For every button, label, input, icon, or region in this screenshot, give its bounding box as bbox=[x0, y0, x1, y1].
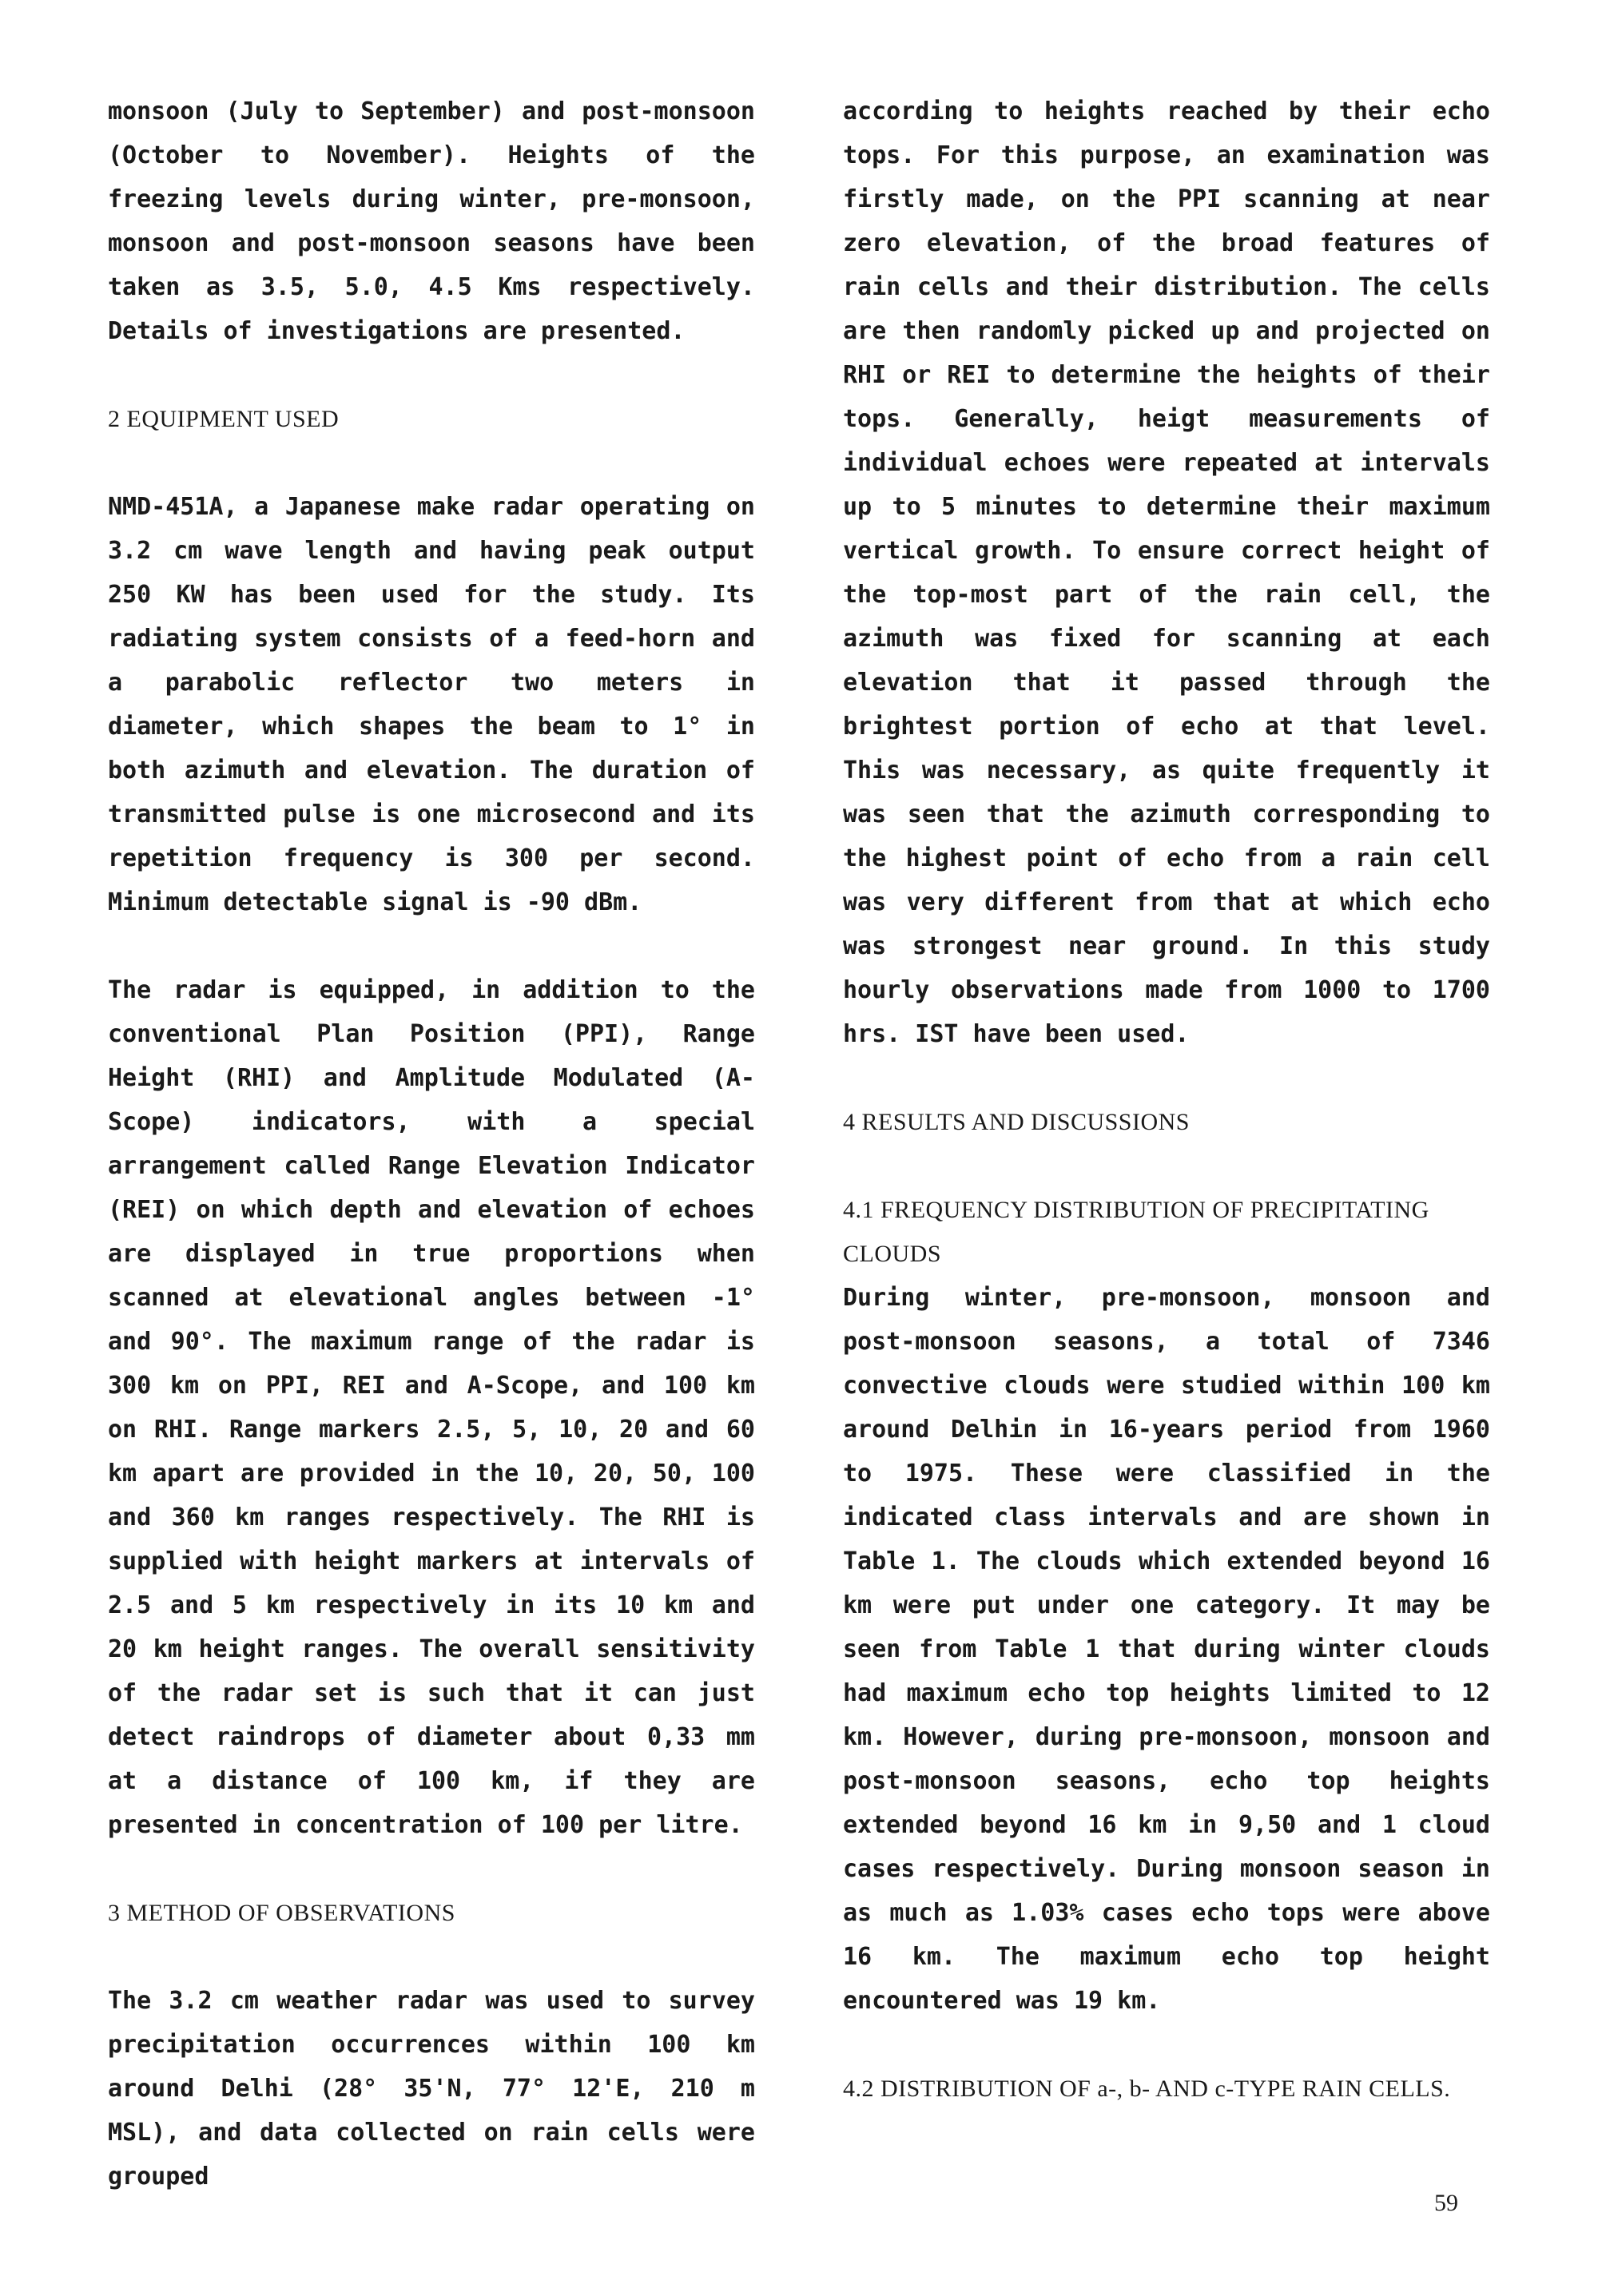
page-number: 59 bbox=[1434, 2190, 1458, 2216]
subsection-heading-frequency-distribution: 4.1 FREQUENCY DISTRIBUTION OF PRECIPITATING CLOUDS bbox=[843, 1197, 1429, 1267]
subsection-heading-rain-cell-types: 4.2 DISTRIBUTION OF a-, b- AND c-TYPE RAIN CELLS. bbox=[843, 2076, 1451, 2102]
paragraph-frequency-distribution: During winter, pre-monsoon, monsoon and post-monsoon seasons, a total of 7346 convective clouds were studied within 100 km around Delhin in 16-years period from 1960 to 1975. These were classified in the indicated class intervals and are shown in Table 1. The clouds which extended beyond 16 km were put under one category. It may be seen from Table 1 that during winter clouds had maximum echo top heights limited to 12 km. However, during pre-monsoon, monsoon and post-monsoon seasons, echo top heights extended beyond 16 km in 9,50 and 1 cloud cases respectively. During monsoon season in as much as 1.03% cases echo tops were above 16 km. The maximum echo top height encountered was 19 km. bbox=[843, 1284, 1490, 2015]
paragraph-radar-indicators: The radar is equipped, in addition to the conventional Plan Position (PPI), Range Height (RHI) and Amplitude Modulated (A-Scope) indicators, with a special arrangement called Range Elevation Indicator (REI) on which depth and elevation of echoes are displayed in true proportions when scanned at elevational angles between -1° and 90°. The maximum range of the radar is 300 km on PPI, REI and A-Scope, and 100 km on RHI. Range markers 2.5, 5, 10, 20 and 60 km apart are provided in the 10, 20, 50, 100 and 360 km ranges respectively. The RHI is supplied with height markers at intervals of 2.5 and 5 km respectively in its 10 km and 20 km height ranges. The overall sensitivity of the radar set is such that it can just detect raindrops of diameter about 0,33 mm at a distance of 100 km, if they are presented in concentration of 100 per litre. bbox=[108, 976, 755, 1839]
paragraph-intro-continued: monsoon (July to September) and post-monsoon (October to November). Heights of the freezing levels during winter, pre-monsoon, monsoon and post-monsoon seasons have been taken as 3.5, 5.0, 4.5 Kms respectively. Details of investigations are presented. bbox=[108, 97, 755, 345]
section-heading-method-of-observations: 3 METHOD OF OBSERVATIONS bbox=[108, 1900, 455, 1926]
paragraph-method-continued: according to heights reached by their echo tops. For this purpose, an examination was firstly made, on the PPI scanning at near zero elevation, of the broad features of rain cells and their distribution. The cells are then randomly picked up and projected on RHI or REI to determine the heights of their tops. Generally, heigt measurements of individual echoes were repeated at intervals up to 5 minutes to determine their maximum vertical growth. To ensure correct height of the top-most part of the rain cell, the azimuth was fixed for scanning at each elevation that it passed through the brightest portion of echo at that level. This was necessary, as quite frequently it was seen that the azimuth corresponding to the highest point of echo from a rain cell was very different from that at which echo was strongest near ground. In this study hourly observations made from 1000 to 1700 hrs. IST have been used. bbox=[843, 97, 1490, 1048]
right-column bbox=[843, 89, 1490, 2111]
section-heading-results-and-discussions: 4 RESULTS AND DISCUSSIONS bbox=[843, 1109, 1190, 1135]
left-column bbox=[108, 89, 755, 2199]
section-heading-equipment-used: 2 EQUIPMENT USED bbox=[108, 406, 340, 432]
paragraph-radar-specs: NMD-451A, a Japanese make radar operating on 3.2 cm wave length and having peak output 250 KW has been used for the study. Its radiating system consists of a feed-horn and a parabolic reflector two meters in diameter, which shapes the beam to 1° in both azimuth and elevation. The duration of transmitted pulse is one microsecond and its repetition frequency is 300 per second. Minimum detectable signal is -90 dBm. bbox=[108, 493, 755, 916]
paragraph-method-survey: The 3.2 cm weather radar was used to survey precipitation occurrences within 100 km around Delhi (28° 35'N, 77° 12'E, 210 m MSL), and data collected on rain cells were grouped bbox=[108, 1987, 755, 2191]
